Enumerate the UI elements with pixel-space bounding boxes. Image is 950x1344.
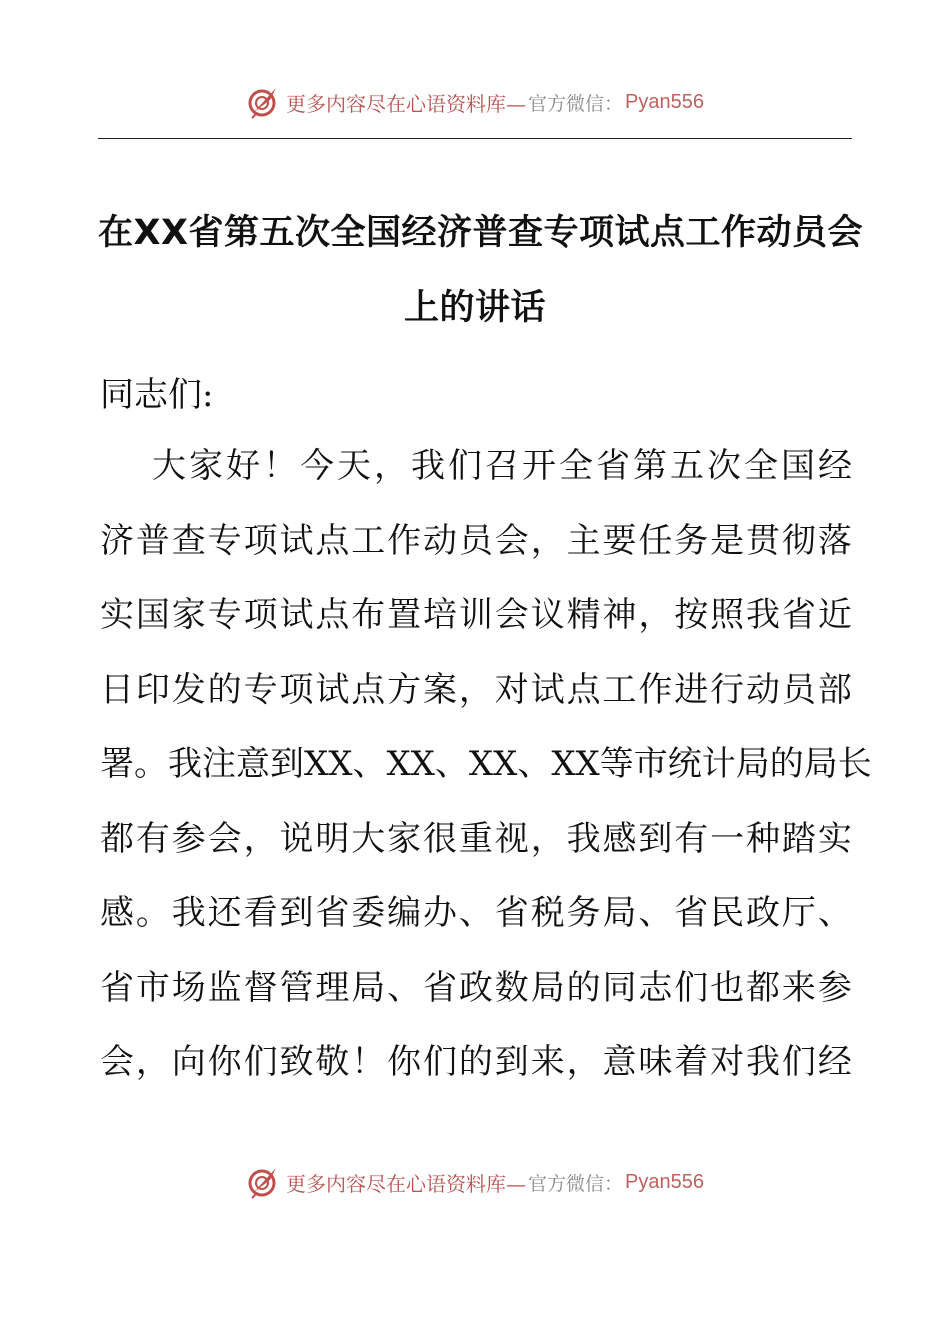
banner-label: 官方微信： [528,92,624,115]
title-line-1: 在XX省第五次全国经济普查专项试点工作动员会 [98,213,863,253]
body-line: 大 家 好 ！ 今 天 ， 我 们 召 开 全 省 第 五 次 全 国 经 [152,446,852,486]
body-text [100,443,872,1114]
body-line: 会 ， 向 你 们 致 敬 ！ 你 们 的 到 来 ， 意 味 着 对 我 们 经 [100,1042,852,1082]
banner-text: 更多内容尽在心语资料库— [286,91,526,116]
header-banner [0,82,950,122]
banner-text: 更多内容尽在心语资料库— [286,1171,526,1196]
banner-wechat-id: Pyan556 [625,1170,704,1193]
body-line: 署 。 我 注 意 到 X X 、 X X 、 X X 、 X X 等 市 统 计 局 的 局 长 [100,744,872,784]
quill-logo-icon [246,84,282,120]
body-line: 都 有 参 会 ， 说 明 大 家 很 重 视 ， 我 感 到 有 一 种 踏 实 [100,818,852,859]
title-line-2: 上的讲话 [403,288,546,328]
footer-banner [0,1162,950,1202]
quill-logo-icon [246,1164,282,1200]
body-line: 省 市 场 监 督 管 理 局 、 省 政 数 局 的 同 志 们 也 都 来 参 [100,967,852,1008]
salutation: 同志们: [100,375,214,415]
document-title [98,196,863,346]
banner-wechat-id: Pyan556 [625,90,704,113]
body-line: 日 印 发 的 专 项 试 点 方 案 ， 对 试 点 工 作 进 行 动 员 部 [100,669,852,710]
banner-label: 官方微信： [528,1172,624,1195]
header-divider [98,138,852,139]
body-line: 济 普 查 专 项 试 点 工 作 动 员 会 ， 主 要 任 务 是 贯 彻 落 [100,520,852,561]
body-line: 实 国 家 专 项 试 点 布 置 培 训 会 议 精 神 ， 按 照 我 省 近 [100,595,852,635]
body-line: 感 。 我 还 看 到 省 委 编 办 、 省 税 务 局 、 省 民 政 厅 、 [100,893,852,933]
